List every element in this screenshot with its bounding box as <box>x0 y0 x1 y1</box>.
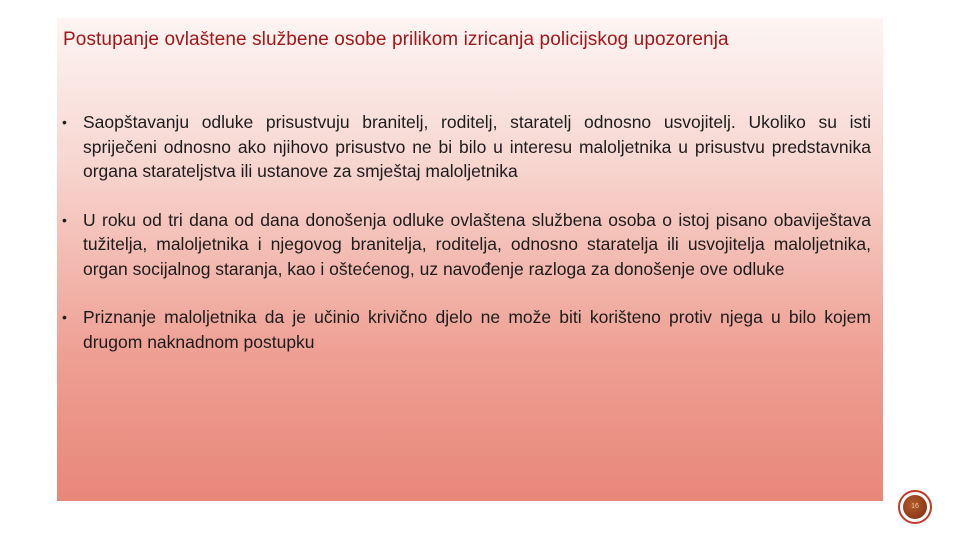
bullet-list <box>57 110 871 378</box>
bullet-marker: • <box>62 309 67 325</box>
bullet-item <box>57 110 871 184</box>
slide-number-badge <box>898 490 932 524</box>
bullet-marker: • <box>62 114 67 130</box>
content-panel <box>57 18 883 501</box>
bullet-item <box>57 305 871 354</box>
slide-number: 16 <box>903 495 927 519</box>
slide-title: Postupanje ovlaštene službene osobe prilikom izricanja policijskog upozorenja <box>63 29 729 50</box>
bullet-text: Priznanje maloljetnika da je učinio krivično djelo ne može biti korišteno protiv njega u bilo kojem drugom naknadnom postupku <box>83 307 871 352</box>
bullet-text: Saopštavanju odluke prisustvuju branitelj, roditelj, staratelj odnosno usvojitelj. Ukoliko su isti spriječeni odnosno ako njihovo prisustvo ne bi bilo u interesu maloljetnika u prisustvu predstavnika organa starateljstva ili ustanove za smještaj maloljetnika <box>83 112 871 181</box>
bullet-text: U roku od tri dana od dana donošenja odluke ovlaštena službena osoba o istoj pisano obaviještava tužitelja, maloljetnika i njegovog branitelja, roditelja, odnosno staratelja ili usvojitelja maloljetnika, organ socijalnog staranja, kao i oštećenog, uz navođenje razloga za donošenje ove odluke <box>83 209 871 279</box>
bullet-item <box>57 208 871 282</box>
bullet-marker: • <box>62 211 67 228</box>
